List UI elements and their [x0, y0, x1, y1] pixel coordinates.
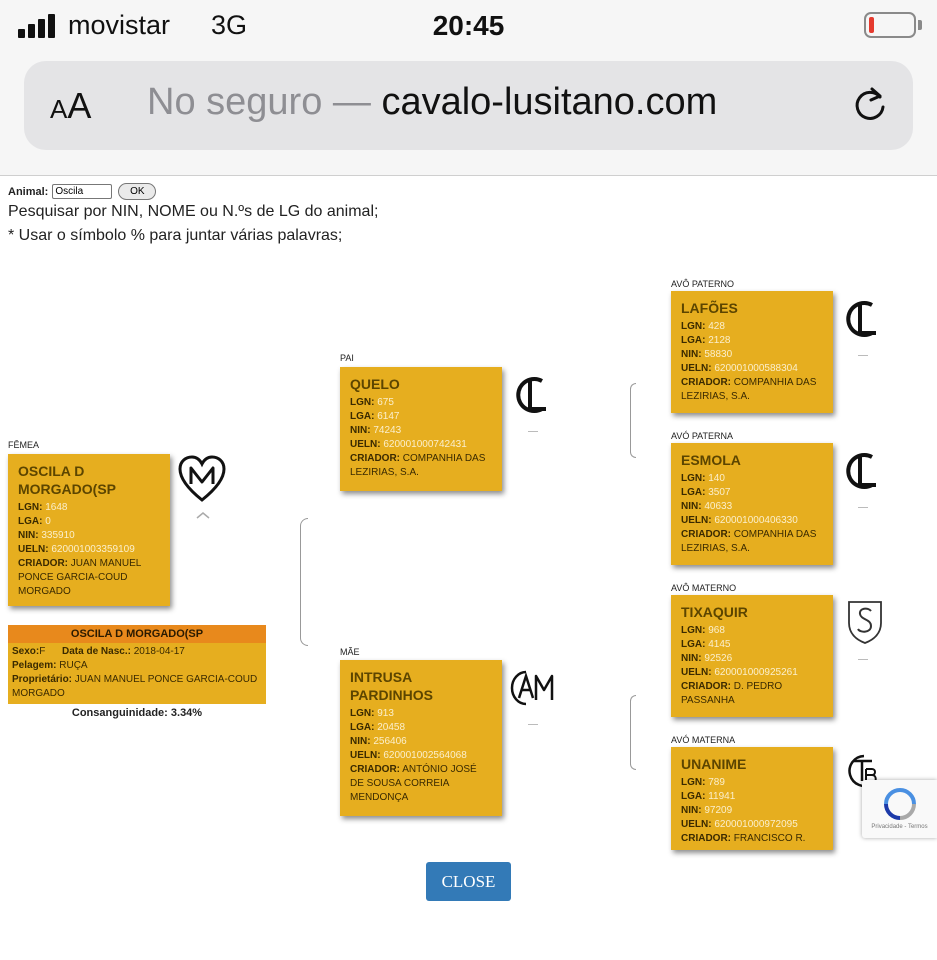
address-bar[interactable]	[24, 61, 913, 150]
carrier-name: movistar	[68, 10, 171, 40]
battery-icon	[864, 12, 916, 38]
ueln-value: 620001000925261	[714, 667, 798, 678]
url-security-label: No seguro —	[147, 81, 371, 123]
horse-name: QUELO	[350, 376, 400, 392]
lgn-value: 1648	[45, 502, 68, 513]
status-bar	[0, 0, 937, 52]
nin-value: 97209	[704, 805, 733, 816]
am-brand-icon	[510, 668, 556, 708]
dam-parents-bracket	[630, 695, 636, 770]
cl-brand-icon	[512, 373, 552, 417]
lga-value: 0	[45, 516, 51, 527]
text-size-button[interactable]: AA	[50, 85, 92, 126]
nin-value: 92526	[704, 653, 733, 664]
heart-m-brand-icon	[177, 454, 227, 504]
s-shield-brand-icon	[846, 599, 884, 645]
details-title: OSCILA D MORGADO(SP	[8, 625, 266, 643]
ueln-value: 620001000588304	[714, 363, 798, 374]
battery-cap	[918, 20, 922, 30]
breeder-value: ANTÓNIO JOSÉ DE SOUSA CORREIA MENDONÇA	[350, 764, 477, 803]
nin-value: 74243	[373, 425, 402, 436]
paternal-grandsire-card[interactable]: LAFÕES LGN: 428 LGA: 2128 NIN: 58830 UELN: 620001000588304 CRIADOR: COMPANHIA DAS LEZIRIAS, S.A.	[671, 291, 833, 413]
paternal-granddam-caption: AVÓ PATERNA	[671, 431, 734, 441]
search-form	[8, 183, 156, 200]
cl-brand-icon	[842, 449, 882, 493]
status-time: 20:45	[432, 10, 505, 41]
collapse-caret-icon	[196, 506, 210, 514]
owner-value: JUAN MANUEL PONCE GARCIA-COUD MORGADO	[12, 674, 258, 699]
ueln-value: 620001000742431	[383, 439, 467, 450]
dam-caption: MÃE	[340, 647, 360, 657]
search-hint-wildcard: * Usar o símbolo % para juntar várias palavras;	[8, 227, 343, 244]
sire-caption: PAI	[340, 353, 354, 363]
subject-details-box: OSCILA D MORGADO(SP Sexo:F Data de Nasc.: 2018-04-17 Pelagem: RUÇA Proprietário: JUAN MANUEL PONCE GARCIA-COUD MORGADO	[8, 625, 266, 704]
ok-button[interactable]: OK	[118, 183, 156, 200]
subject-caption: FÊMEA	[8, 440, 40, 450]
horse-name: TIXAQUIR	[681, 604, 748, 620]
horse-name: LAFÕES	[681, 300, 738, 316]
maternal-granddam-card[interactable]: UNANIME LGN: 789 LGA: 11941 NIN: 97209 UELN: 620001000972095 CRIADOR: FRANCISCO R.	[671, 747, 833, 850]
sire-horse-card[interactable]: QUELO LGN: 675 LGA: 6147 NIN: 74243 UELN: 620001000742431 CRIADOR: COMPANHIA DAS LEZIRIAS, S.A.	[340, 367, 502, 491]
lga-value: 2128	[708, 335, 731, 346]
url-text[interactable]	[147, 81, 717, 124]
cl-brand-icon	[842, 297, 882, 341]
brand-dash	[858, 659, 868, 660]
horse-name: UNANIME	[681, 756, 747, 772]
subject-horse-card[interactable]: OSCILA D MORGADO(SP LGN: 1648 LGA: 0 NIN: 335910 UELN: 620001003359109 CRIADOR: JUAN MANUEL PONCE GARCIA-COUD MORGADO	[8, 454, 170, 606]
lga-value: 11941	[708, 791, 736, 802]
url-domain: cavalo-lusitano.com	[381, 81, 718, 123]
lgn-value: 428	[708, 321, 725, 332]
brand-dash	[528, 724, 538, 725]
paternal-granddam-card[interactable]: ESMOLA LGN: 140 LGA: 3507 NIN: 40633 UELN: 620001000406330 CRIADOR: COMPANHIA DAS LEZIRIAS, S.A.	[671, 443, 833, 565]
network-type: 3G	[211, 10, 248, 40]
browser-chrome	[0, 0, 937, 176]
nin-value: 40633	[704, 501, 733, 512]
breeder-value: COMPANHIA DAS LEZIRIAS, S.A.	[350, 453, 486, 478]
horse-name: ESMOLA	[681, 452, 741, 468]
horse-name: OSCILA D MORGADO(SP	[18, 463, 116, 497]
nin-value: 335910	[41, 530, 75, 541]
maternal-grandsire-card[interactable]: TIXAQUIR LGN: 968 LGA: 4145 NIN: 92526 UELN: 620001000925261 CRIADOR: D. PEDRO PASSANHA	[671, 595, 833, 717]
ueln-value: 620001000972095	[714, 819, 798, 830]
lga-value: 4145	[708, 639, 731, 650]
nin-value: 58830	[704, 349, 733, 360]
nin-value: 256406	[373, 736, 407, 747]
sex-value: F	[39, 646, 46, 657]
parents-bracket	[300, 518, 308, 646]
ueln-value: 620001003359109	[51, 544, 135, 555]
recaptcha-terms[interactable]: Privacidade - Termos	[871, 824, 928, 830]
inbreeding-value: Consanguinidade: 3.34%	[71, 707, 203, 719]
breeder-value: FRANCISCO R.	[733, 833, 806, 844]
lgn-value: 968	[708, 625, 725, 636]
search-hint: Pesquisar por NIN, NOME ou N.ºs de LG do animal;	[8, 203, 379, 220]
lgn-value: 140	[708, 473, 725, 484]
lga-value: 3507	[708, 487, 731, 498]
breeder-value: COMPANHIA DAS LEZIRIAS, S.A.	[681, 529, 817, 554]
breeder-value: JUAN MANUEL PONCE GARCIA-COUD MORGADO	[18, 558, 141, 597]
maternal-granddam-caption: AVÓ MATERNA	[671, 735, 736, 745]
reload-icon[interactable]	[850, 85, 890, 125]
lga-value: 6147	[377, 411, 400, 422]
dam-horse-card[interactable]: INTRUSA PARDINHOS LGN: 913 LGA: 20458 NIN: 256406 UELN: 620001002564068 CRIADOR: ANTÓNIO JOSÉ DE SOUSA CORREIA MENDONÇA	[340, 660, 502, 816]
brand-dash	[858, 355, 868, 356]
sire-parents-bracket	[630, 383, 636, 458]
lgn-value: 675	[377, 397, 394, 408]
horse-name: INTRUSA PARDINHOS	[350, 669, 433, 703]
birth-date-value: 2018-04-17	[133, 646, 185, 657]
ueln-value: 620001002564068	[383, 750, 467, 761]
breeder-value: D. PEDRO PASSANHA	[681, 681, 783, 706]
lga-value: 20458	[377, 722, 406, 733]
coat-value: RUÇA	[59, 660, 88, 671]
maternal-grandsire-caption: AVÔ MATERNO	[671, 583, 737, 593]
brand-dash	[528, 431, 538, 432]
recaptcha-icon	[882, 786, 918, 822]
paternal-grandsire-caption: AVÔ PATERNO	[671, 279, 735, 289]
animal-search-input[interactable]	[52, 184, 112, 199]
breeder-value: COMPANHIA DAS LEZIRIAS, S.A.	[681, 377, 817, 402]
recaptcha-badge[interactable]	[862, 780, 937, 838]
ueln-value: 620001000406330	[714, 515, 798, 526]
lgn-value: 913	[377, 708, 394, 719]
animal-label: Animal:	[8, 185, 49, 198]
lgn-value: 789	[708, 777, 725, 788]
brand-dash	[858, 507, 868, 508]
close-button[interactable]: CLOSE	[426, 862, 511, 901]
